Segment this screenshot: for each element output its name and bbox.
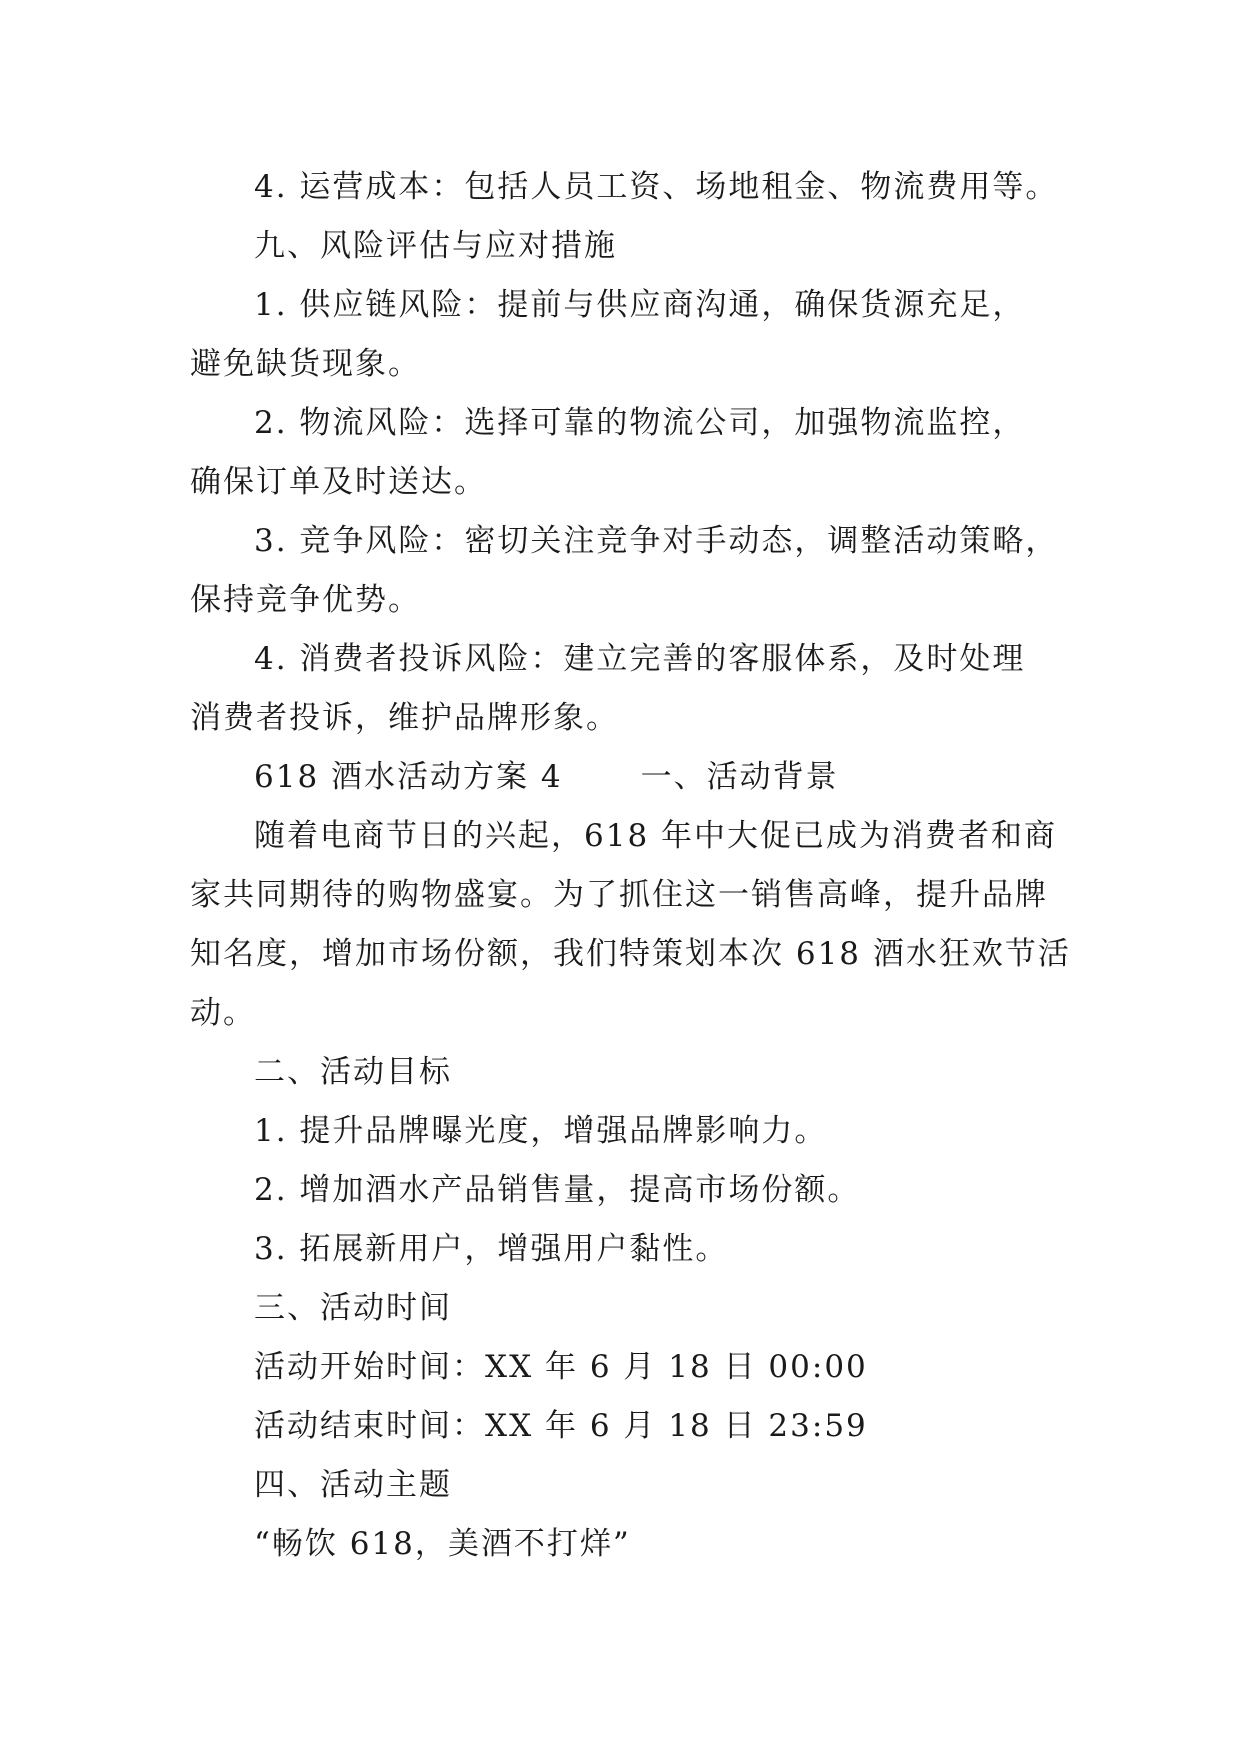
end-time-line: 活动结束时间：XX 年 6 月 18 日 23:59 xyxy=(254,1408,868,1444)
paragraph-line: 动。 xyxy=(190,995,256,1031)
paragraph-line: 4. 消费者投诉风险：建立完善的客服体系，及时处理 xyxy=(254,641,1026,677)
plan-title-line xyxy=(190,748,1070,807)
section-heading: 一、活动背景 xyxy=(640,759,839,795)
section-heading: 四、活动主题 xyxy=(254,1467,452,1503)
paragraph-line: 保持竞争优势。 xyxy=(190,582,421,618)
list-item: 1. 提升品牌曝光度，增强品牌影响力。 xyxy=(254,1113,828,1149)
start-time-line: 活动开始时间：XX 年 6 月 18 日 00:00 xyxy=(254,1349,868,1385)
section-heading: 二、活动目标 xyxy=(254,1054,452,1090)
paragraph-line: 4. 运营成本：包括人员工资、场地租金、物流费用等。 xyxy=(254,169,1059,205)
plan-title: 618 酒水活动方案 4 xyxy=(254,759,563,795)
document-body xyxy=(190,158,1070,1574)
paragraph-line: 确保订单及时送达。 xyxy=(190,464,487,500)
section-heading: 三、活动时间 xyxy=(254,1290,452,1326)
list-item: 3. 拓展新用户，增强用户黏性。 xyxy=(254,1231,729,1267)
paragraph-line: 1. 供应链风险：提前与供应商沟通，确保货源充足， xyxy=(254,287,1026,323)
paragraph-line: 2. 物流风险：选择可靠的物流公司，加强物流监控， xyxy=(254,405,1026,441)
list-item: 2. 增加酒水产品销售量，提高市场份额。 xyxy=(254,1172,861,1208)
paragraph-line: 家共同期待的购物盛宴。为了抓住这一销售高峰，提升品牌 xyxy=(190,877,1048,913)
paragraph-line: 随着电商节日的兴起，618 年中大促已成为消费者和商 xyxy=(254,818,1058,854)
paragraph-line: 避免缺货现象。 xyxy=(190,346,421,382)
section-heading: 九、风险评估与应对措施 xyxy=(254,228,617,264)
theme-slogan: “畅饮 618，美酒不打烊” xyxy=(254,1526,631,1562)
paragraph-line: 3. 竞争风险：密切关注竞争对手动态，调整活动策略， xyxy=(254,523,1059,559)
paragraph-line: 消费者投诉，维护品牌形象。 xyxy=(190,700,619,736)
paragraph-line: 知名度，增加市场份额，我们特策划本次 618 酒水狂欢节活 xyxy=(190,936,1071,972)
